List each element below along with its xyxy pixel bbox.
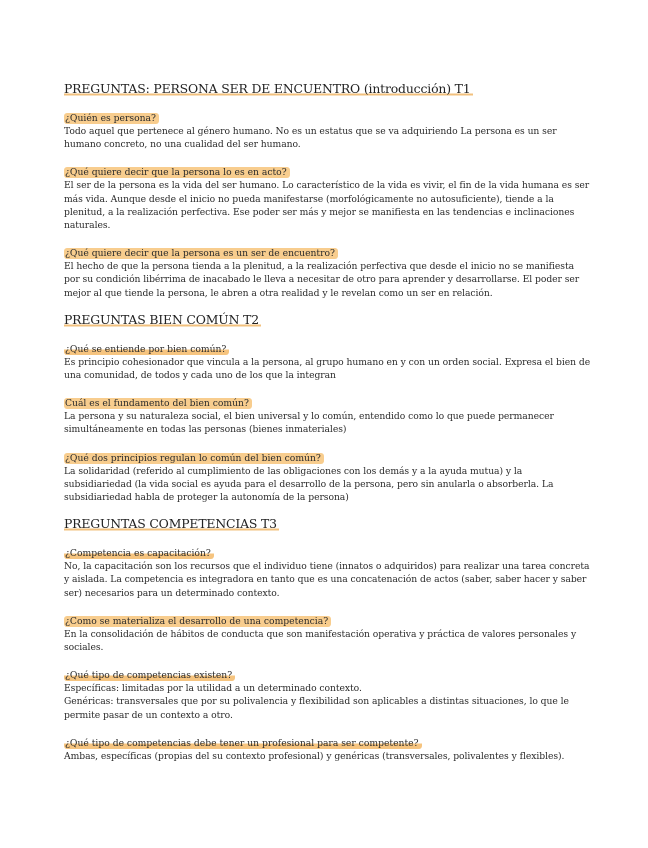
question: ¿Qué tipo de competencias debe tener un profesional para ser competente?: [64, 738, 422, 749]
question: ¿Competencia es capacitación?: [64, 548, 214, 559]
answer-paragraph: La persona y su naturaleza social, el bien universal y lo común, entendido como lo que puede permanecer simultáneamente en todas las personas (bienes inmateriales): [64, 411, 554, 436]
question: Cuál es el fundamento del bien común?: [64, 398, 252, 409]
qa-item: [64, 731, 592, 763]
answer-paragraph: Es principio cohesionador que vincula a la persona, al grupo humano en y con un orden social. Expresa el bien de una comunidad, de todos y cada uno de los que la integran: [64, 356, 591, 382]
qa-item: [64, 446, 592, 505]
answer: [64, 356, 592, 382]
qa-item: [64, 391, 592, 436]
answer-paragraph: Ambas, específicas (propias del su contexto profesional) y genéricas (transversales, polivalentes y flexibles).: [64, 750, 565, 762]
answer-paragraph: Todo aquel que pertenece al género humano. No es un estatus que se va adquiriendo La persona es un ser humano concreto, no una cualidad del ser humano.: [64, 126, 557, 151]
answer-paragraph: Específicas: limitadas por la utilidad a un determinado contexto.: [64, 683, 362, 695]
answer-paragraph: Genéricas: transversales que por su polivalencia y flexibilidad son aplicables a distintas situaciones, lo que le permite pasar de un contexto a otro.: [64, 696, 569, 721]
section-t1: [64, 78, 592, 300]
section-title: PREGUNTAS BIEN COMÚN T2: [64, 311, 259, 327]
answer: [64, 628, 592, 654]
section-title: PREGUNTAS: PERSONA SER DE ENCUENTRO (introducción) T1: [64, 81, 471, 96]
qa-item: [64, 106, 592, 151]
section-t3: [64, 513, 592, 763]
section-t2: [64, 309, 592, 504]
question: ¿Qué quiere decir que la persona es un ser de encuentro?: [64, 248, 338, 259]
answer-paragraph: El hecho de que la persona tienda a la plenitud, a la realización perfectiva que desde el inicio no se manifiesta por su condición libérrima de inacabado le lleva a necesitar de otro para aprender y desarrollarse. El poder ser mejor al que tiende la persona, le abren a otra realidad y le revelan como un ser en relación.: [64, 261, 580, 299]
question: ¿Qué tipo de competencias existen?: [64, 670, 235, 681]
qa-item: [64, 609, 592, 654]
qa-item: [64, 663, 592, 722]
question: ¿Qué quiere decir que la persona lo es en acto?: [64, 167, 290, 178]
answer: [64, 682, 592, 722]
answer: [64, 465, 592, 505]
qa-item: [64, 541, 592, 600]
answer: [64, 560, 592, 600]
answer: [64, 260, 592, 300]
answer-paragraph: El ser de la persona es la vida del ser humano. Lo característico de la vida es vivir, el fin de la vida humana es ser más vida. Aunque desde el inicio no pueda manifestarse (morfológicamente no autosuficiente), tiende a la plenitud, a la realización perfectiva. Ese poder ser más y mejor se manifiesta en las tendencias e inclinaciones naturales.: [64, 180, 590, 232]
question: ¿Qué se entiende por bien común?: [64, 344, 229, 355]
qa-item: [64, 160, 592, 232]
answer: [64, 179, 592, 232]
question: ¿Como se materializa el desarrollo de una competencia?: [64, 616, 331, 627]
section-title: PREGUNTAS COMPETENCIAS T3: [64, 516, 277, 532]
answer-paragraph: No, la capacitación son los recursos que el individuo tiene (innatos o adquiridos) para realizar una tarea concreta y aislada. La competencia es integradora en tanto que es una concatenación de actos (saber, saber hacer y saber ser) necesarios para un determinado contexto.: [64, 561, 590, 599]
qa-item: [64, 241, 592, 300]
question: ¿Quién es persona?: [64, 113, 159, 124]
answer-paragraph: En la consolidación de hábitos de conducta que son manifestación operativa y práctica de valores personales y sociales.: [64, 628, 577, 654]
answer-paragraph: La solidaridad (referido al cumplimiento de las obligaciones con los demás y a la ayuda mutua) y la subsidiariedad (la vida social es ayuda para el desarrollo de la persona, pero sin anularla o absorberla. La subsidiariedad habla de proteger la autonomía de la persona): [64, 465, 554, 504]
answer: [64, 410, 592, 436]
answer: [64, 750, 592, 763]
question: ¿Qué dos principios regulan lo común del bien común?: [64, 453, 324, 464]
qa-item: [64, 337, 592, 382]
answer: [64, 125, 592, 151]
